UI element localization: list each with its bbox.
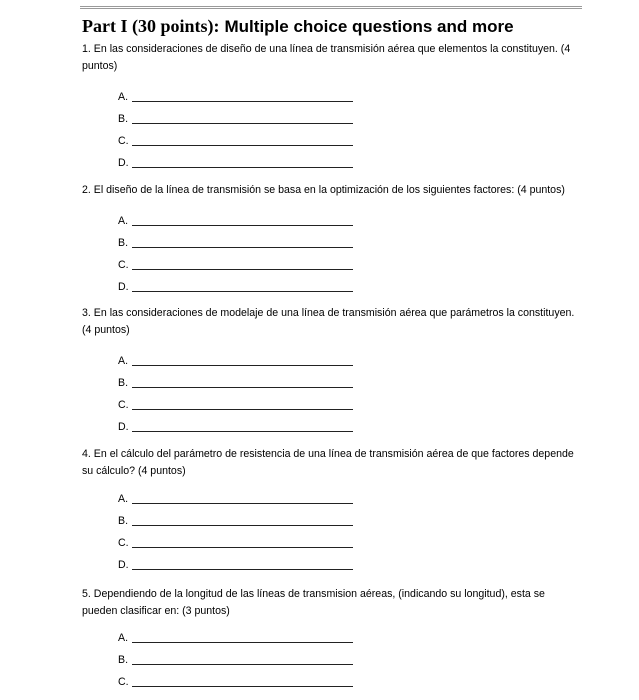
answer-letter: C. (118, 399, 129, 411)
answer-letter: A. (118, 91, 129, 103)
answer-blank[interactable] (132, 642, 353, 643)
page-heading (82, 16, 514, 37)
question-number: 5. (82, 588, 91, 600)
answer-blank[interactable] (132, 145, 353, 146)
answer-row[interactable] (118, 559, 358, 581)
answer-blank[interactable] (132, 387, 353, 388)
answer-letter: A. (118, 632, 129, 644)
answer-letter: B. (118, 237, 129, 249)
heading-title: Multiple choice questions and more (224, 17, 514, 36)
answer-letter: A. (118, 355, 129, 367)
answer-row[interactable] (118, 135, 358, 157)
answer-letter: B. (118, 113, 129, 125)
question-text: En las consideraciones de diseño de una línea de transmisión aérea que elementos la constituyen. (4 puntos) (82, 43, 571, 72)
answer-row[interactable] (118, 113, 358, 135)
answer-blank[interactable] (132, 569, 353, 570)
answer-row[interactable] (118, 676, 358, 698)
answer-blank[interactable] (132, 365, 353, 366)
question-text: Dependiendo de la longitud de las líneas de transmision aéreas, (indicando su longitud), esta se pueden clasificar en: (3 puntos) (82, 588, 545, 617)
answer-row[interactable] (118, 515, 358, 537)
answer-blank[interactable] (132, 225, 353, 226)
answer-row[interactable] (118, 237, 358, 259)
answer-blank[interactable] (132, 503, 353, 504)
answer-blank[interactable] (132, 409, 353, 410)
answer-letter: B. (118, 654, 129, 666)
question-5 (82, 586, 582, 620)
question-3 (82, 305, 582, 339)
question-number: 3. (82, 307, 91, 319)
answer-row[interactable] (118, 259, 358, 281)
answer-letter: B. (118, 515, 129, 527)
answer-list-4 (118, 493, 358, 581)
answer-row[interactable] (118, 355, 358, 377)
question-text: En las consideraciones de modelaje de una línea de transmisión aérea que parámetros la constituyen. (4 puntos) (82, 307, 575, 336)
answer-row[interactable] (118, 215, 358, 237)
answer-letter: C. (118, 676, 129, 688)
answer-blank[interactable] (132, 686, 353, 687)
answer-letter: D. (118, 157, 129, 169)
answer-row[interactable] (118, 377, 358, 399)
answer-blank[interactable] (132, 525, 353, 526)
question-text: El diseño de la línea de transmisión se basa en la optimización de los siguientes factores: (4 puntos) (93, 184, 565, 196)
answer-letter: C. (118, 537, 129, 549)
answer-row[interactable] (118, 537, 358, 559)
answer-letter: C. (118, 135, 129, 147)
question-text: En el cálculo del parámetro de resistencia de una línea de transmisión aérea de que factores depende su cálculo? (4 puntos) (82, 448, 574, 477)
answer-row[interactable] (118, 421, 358, 443)
answer-letter: A. (118, 493, 129, 505)
question-2 (82, 182, 582, 199)
answer-row[interactable] (118, 632, 358, 654)
question-number: 4. (82, 448, 91, 460)
answer-letter: B. (118, 377, 129, 389)
answer-blank[interactable] (132, 123, 353, 124)
answer-blank[interactable] (132, 269, 353, 270)
answer-list-2 (118, 215, 358, 303)
answer-list-1 (118, 91, 358, 179)
question-1 (82, 41, 582, 75)
answer-blank[interactable] (132, 431, 353, 432)
answer-blank[interactable] (132, 247, 353, 248)
heading-part: Part I (30 points): (82, 16, 220, 36)
answer-list-3 (118, 355, 358, 443)
answer-blank[interactable] (132, 167, 353, 168)
answer-list-5 (118, 632, 358, 698)
answer-row[interactable] (118, 157, 358, 179)
question-number: 1. (82, 43, 91, 55)
question-4 (82, 446, 582, 480)
answer-letter: D. (118, 559, 129, 571)
question-number: 2. (82, 184, 91, 196)
answer-row[interactable] (118, 493, 358, 515)
answer-row[interactable] (118, 281, 358, 303)
answer-row[interactable] (118, 91, 358, 113)
answer-letter: A. (118, 215, 129, 227)
answer-row[interactable] (118, 654, 358, 676)
answer-letter: D. (118, 421, 129, 433)
answer-blank[interactable] (132, 547, 353, 548)
answer-blank[interactable] (132, 101, 353, 102)
top-divider (80, 6, 582, 9)
answer-blank[interactable] (132, 291, 353, 292)
answer-blank[interactable] (132, 664, 353, 665)
answer-letter: C. (118, 259, 129, 271)
answer-letter: D. (118, 281, 129, 293)
answer-row[interactable] (118, 399, 358, 421)
